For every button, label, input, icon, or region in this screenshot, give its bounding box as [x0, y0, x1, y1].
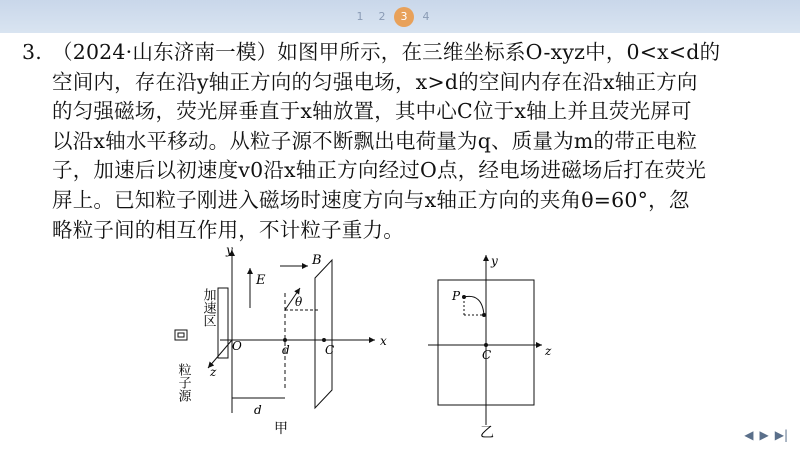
slide-nav-controls [742, 428, 790, 442]
z-axis-label: z [210, 365, 217, 379]
theta-label: θ [295, 295, 303, 309]
svg-text:加速区: 加速区 [200, 288, 216, 327]
origin-label: O [232, 339, 242, 353]
point-p-label: P [452, 289, 461, 303]
problem-line-7: 略粒子间的相互作用，不计粒子重力。 [52, 217, 404, 242]
particle-source-icon [175, 330, 187, 340]
y-axis-label: y [226, 243, 233, 257]
problem-number: 3. [22, 40, 42, 64]
dimension-d-label: d [254, 403, 262, 417]
point-c-b-label: C [482, 348, 492, 362]
e-field-label: E [256, 273, 266, 288]
figure-b-diagram [420, 245, 560, 440]
b-field-label: B [312, 253, 322, 268]
point-c-label: C [325, 343, 335, 357]
page-pager [349, 7, 437, 27]
trajectory-arc [464, 296, 484, 315]
y-axis-b-label: y [491, 254, 498, 268]
prev-slide-button[interactable]: ◀ [744, 428, 754, 442]
particle-source-label: 粒子源 [175, 363, 191, 402]
next-slide-button[interactable]: ▶ [759, 428, 769, 442]
figure-a-caption: 甲 [274, 421, 288, 437]
page-4-button[interactable]: 4 [422, 10, 430, 23]
figure-a-diagram [170, 238, 400, 438]
problem-text [22, 38, 782, 245]
accelerator-region [218, 288, 228, 358]
last-slide-button[interactable]: ▶| [774, 428, 788, 442]
problem-line-5: 子，加速后以初速度v0沿x轴正方向经过O点，经电场进磁场后打在荧光 [52, 158, 707, 183]
z-axis-b-label: z [545, 344, 552, 358]
point-arc-end [482, 313, 486, 317]
problem-line-6: 屏上。已知粒子刚进入磁场时速度方向与x轴正方向的夹角θ=60°，忽 [52, 187, 690, 212]
problem-line-1: 3. （2024·山东济南一模）如图甲所示，在三维坐标系O-xyz中，0<x<d的 [22, 38, 782, 68]
problem-line-4: 以沿x轴水平移动。从粒子源不断飘出电荷量为q、质量为m的带正电粒 [52, 128, 698, 153]
point-d-label: d [282, 343, 290, 357]
page-1-button[interactable]: 1 [356, 10, 364, 23]
page-3-button-active[interactable]: 3 [394, 7, 414, 27]
point-c-b [484, 343, 488, 347]
problem-line-2: 空间内，存在沿y轴正方向的匀强电场，x>d的空间内存在沿x轴正方向 [52, 69, 698, 94]
figure-b-caption: 乙 [480, 425, 494, 440]
x-axis-label: x [380, 334, 387, 348]
point-c [322, 338, 326, 342]
page-2-button[interactable]: 2 [378, 10, 386, 23]
slide-top-bar [0, 0, 800, 33]
fluorescent-screen [315, 260, 335, 408]
accelerator-label [201, 287, 217, 327]
problem-line-3: 的匀强磁场，荧光屏垂直于x轴放置，其中心C位于x轴上并且荧光屏可 [52, 99, 692, 124]
